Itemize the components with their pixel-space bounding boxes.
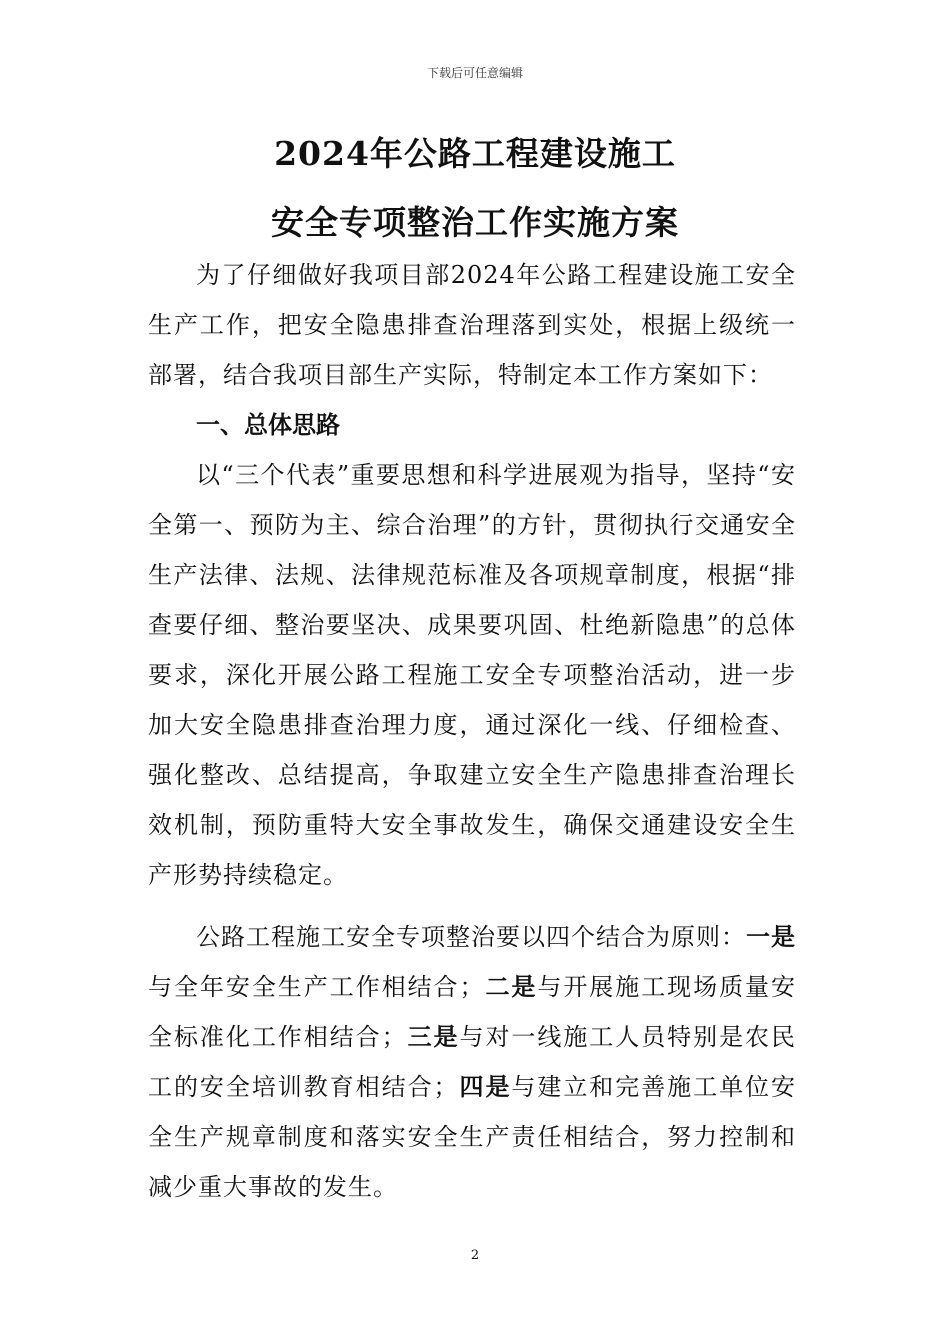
principles-paragraph — [148, 912, 796, 1212]
intro-paragraph: 为了仔细做好我项目部2024年公路工程建设施工安全生产工作，把安全隐患排查治理落到实处，根据上级统一部署，结合我项目部生产实际，特制定本工作方案如下： — [148, 261, 796, 389]
page-number: 2 — [470, 1248, 480, 1263]
principle-two: 与开展施工现场质量安全标准化工作相结合； — [148, 973, 796, 1051]
principles-lead: 公路工程施工安全专项整治要以四个结合为原则： — [196, 923, 746, 951]
document-title-line2: 安全专项整治工作实施方案 — [271, 203, 679, 242]
principle-four: 与建立和完善施工单位安全生产规章制度和落实安全生产责任相结合，努力控制和减少重大事故的发生。 — [148, 1073, 797, 1201]
keyword-three: 三是 — [406, 1022, 460, 1051]
body-paragraph: 以“三个代表”重要思想和科学进展观为指导，坚持“安全第一、预防为主、综合治理”的方针，贯彻执行交通安全生产法律、法规、法律规范标准及各项规章制度，根据“排查要仔细、整治要坚决、成果要巩固、杜绝新隐患”的总体要求，深化开展公路工程施工安全专项整治活动，进一步加大安全隐患排查治理力度，通过深化一线、仔细检查、强化整改、总结提高，争取建立安全生产隐患排查治理长效机制，预防重特大安全事故发生，确保交通建设安全生产形势持续稳定。 — [148, 461, 796, 889]
keyword-one: 一是 — [746, 922, 796, 951]
principle-one: 与全年安全生产工作相结合； — [148, 973, 485, 1001]
document-title-line1: 2024年公路工程建设施工 — [274, 134, 676, 173]
principle-three: 与对一线施工人员特别是农民工的安全培训教育相结合； — [148, 1023, 796, 1101]
header-note: 下载后可任意编辑 — [426, 66, 523, 80]
document-body — [148, 250, 796, 1212]
keyword-four: 四是 — [458, 1072, 512, 1101]
keyword-two: 二是 — [484, 972, 538, 1001]
section-heading: 一、总体思路 — [196, 410, 340, 439]
